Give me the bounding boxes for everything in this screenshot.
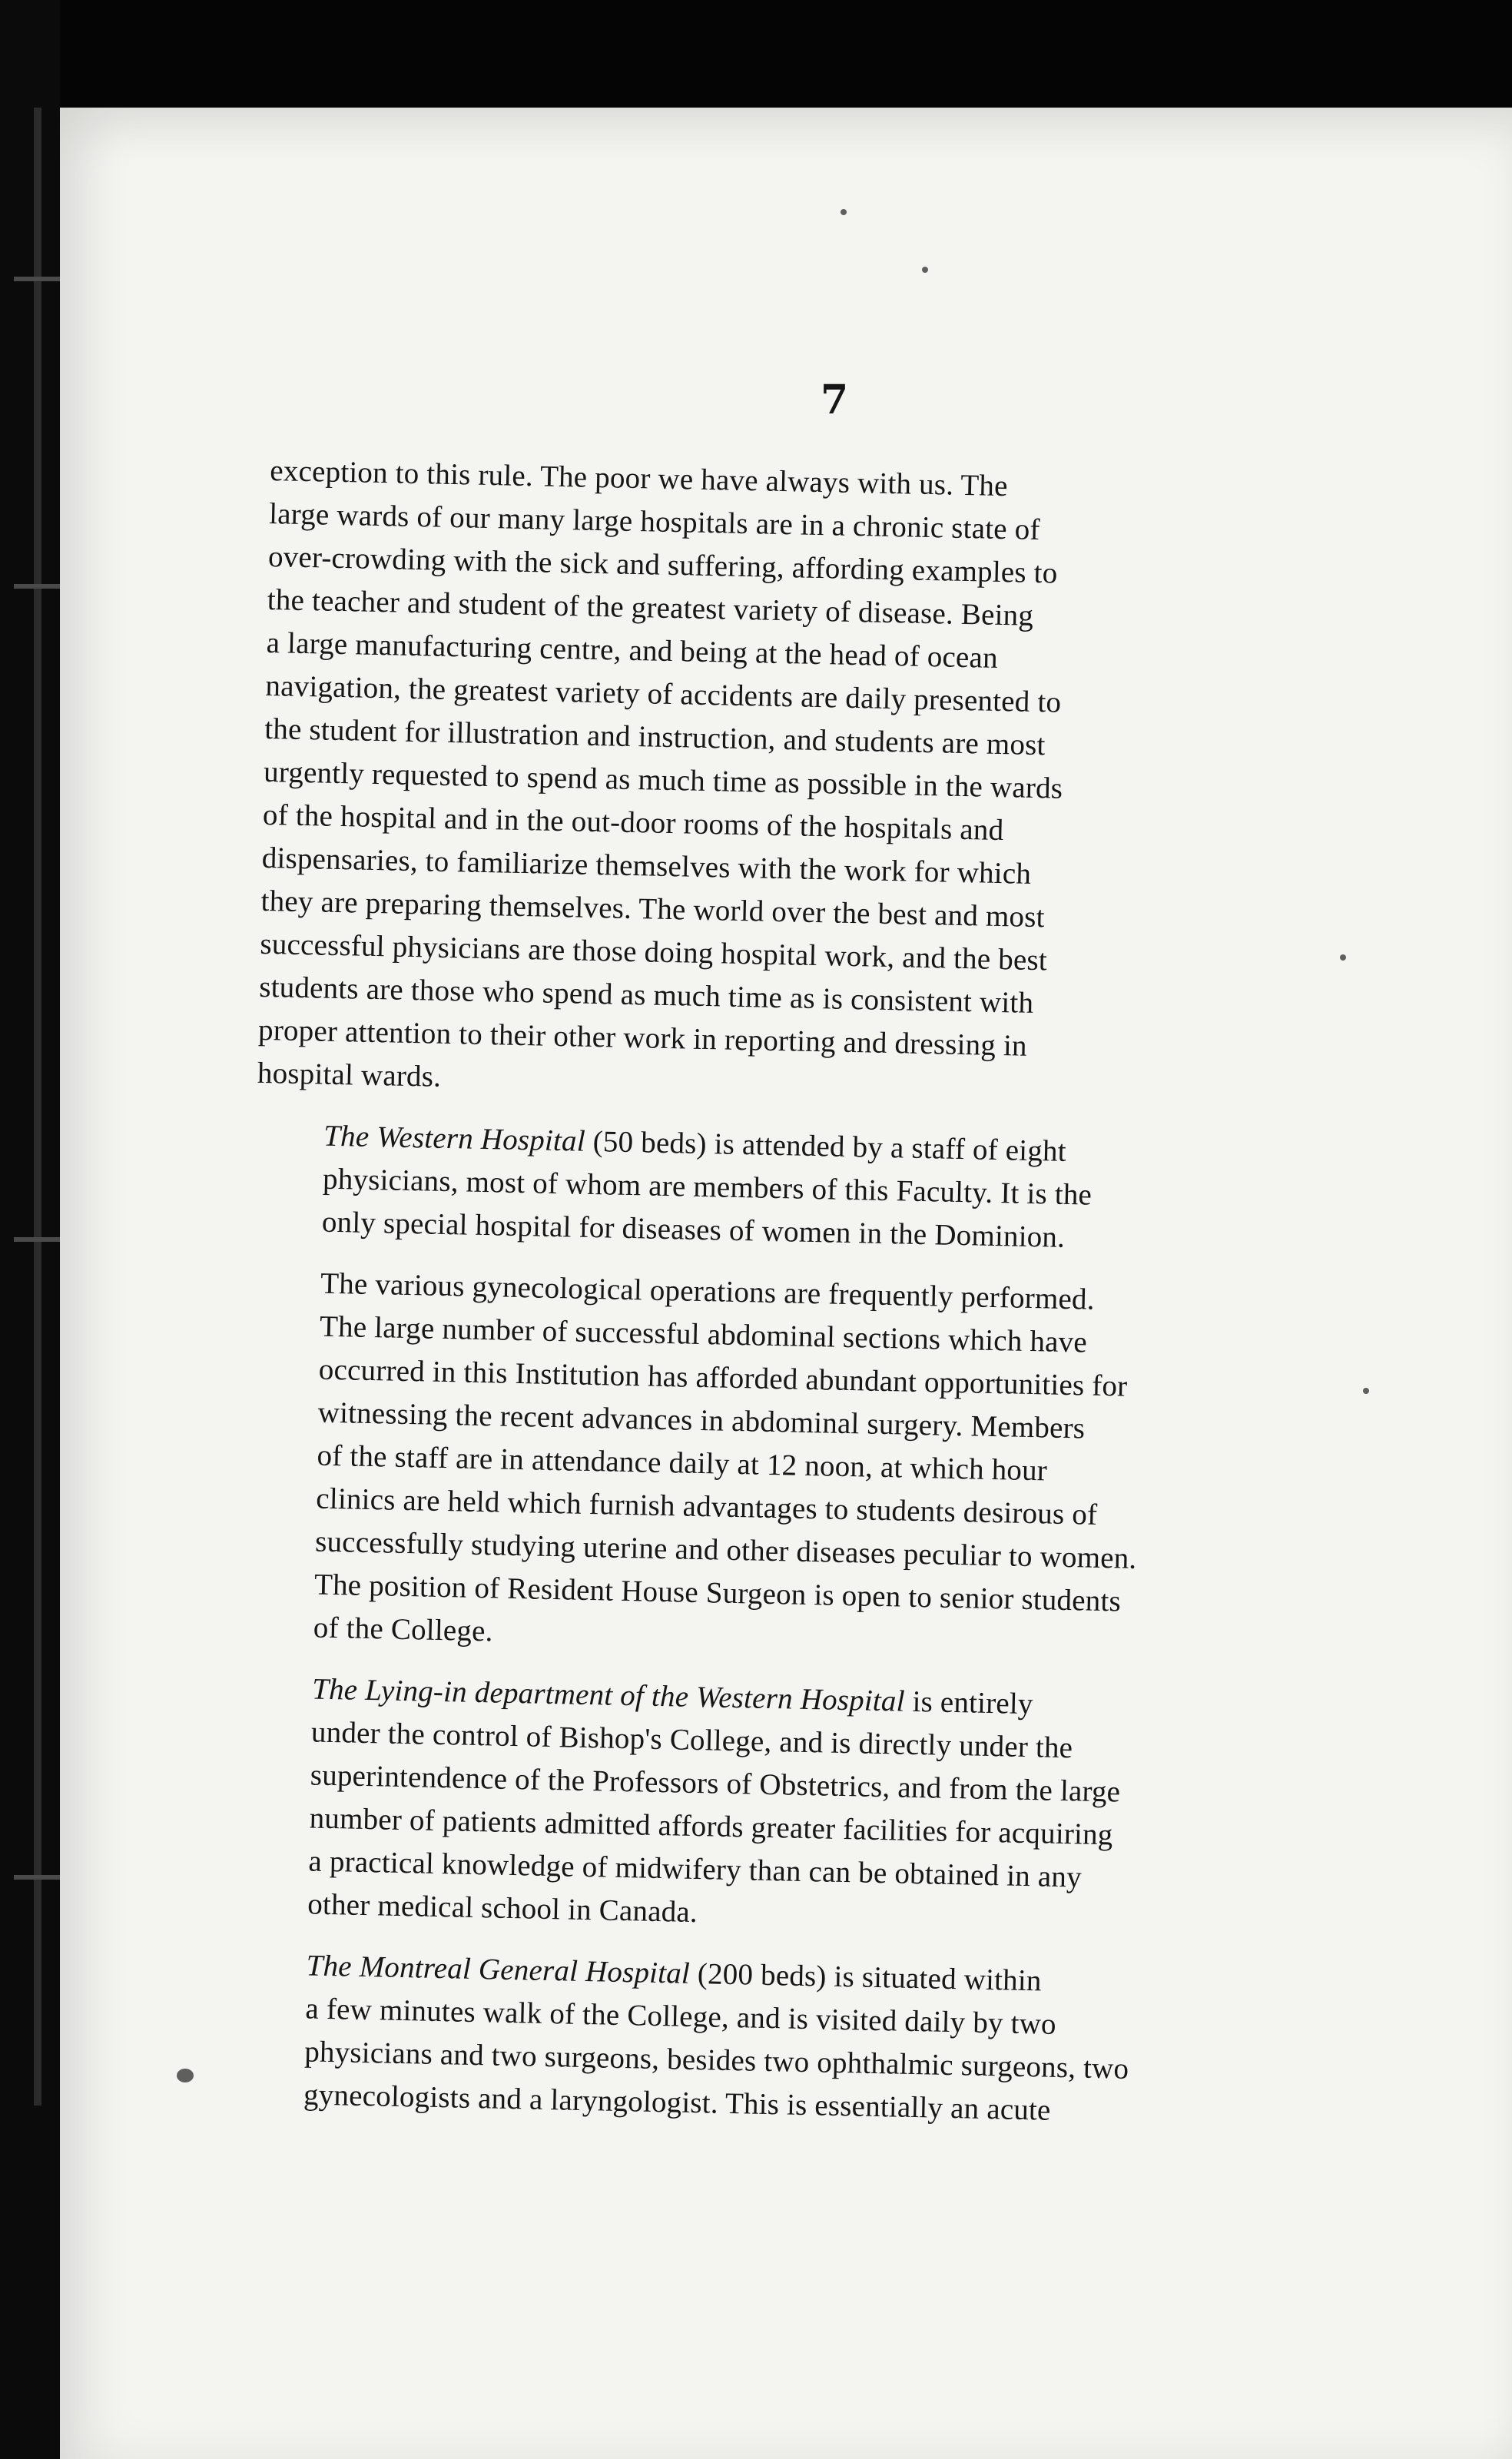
text-segment: successful physicians are those doing hospital work, and the best: [260, 927, 1048, 977]
paragraph: [254, 1113, 1285, 1264]
text-segment: students are those who spend as much time as is consistent with: [258, 970, 1034, 1020]
text-segment: the teacher and student of the greatest variety of disease. Being: [267, 582, 1034, 632]
page-speck: [1340, 954, 1346, 961]
text-segment: a few minutes walk of the College, and is visited daily by two: [305, 1992, 1057, 2041]
text-segment: The large number of successful abdominal sections which have: [319, 1309, 1088, 1359]
text-segment: the student for illustration and instruction, and students are most: [264, 712, 1046, 762]
text-segment: physicians, most of whom are members of this Faculty. It is the: [322, 1162, 1093, 1212]
paragraph: [257, 450, 1299, 1117]
text-segment: hospital wards.: [257, 1056, 442, 1093]
text-segment: of the College.: [313, 1611, 493, 1648]
text-segment: gynecologists and a laryngologist. This is essentially an acute: [303, 2078, 1052, 2127]
text-segment: proper attention to their other work in reporting and dressing in: [257, 1013, 1028, 1063]
text-segment: (50 beds) is attended by a staff of eight: [585, 1124, 1067, 1168]
text-segment: clinics are held which furnish advantages to students desirous of: [315, 1482, 1098, 1531]
italic-text: The Lying-in department of the Western Hospital: [311, 1672, 906, 1718]
binding-line: [34, 108, 41, 2106]
binding-tick: [14, 1875, 60, 1880]
text-segment: they are preparing themselves. The world over the best and most: [260, 884, 1046, 934]
binding-tick: [14, 1237, 60, 1242]
text-segment: physicians and two surgeons, besides two ophthalmic surgeons, two: [303, 2035, 1129, 2086]
page-number: 7: [821, 377, 849, 423]
text-segment: exception to this rule. The poor we have always with us. The: [269, 453, 1009, 503]
binding-tick: [14, 277, 60, 281]
page-speck: [1363, 1388, 1369, 1394]
text-segment: dispensaries, to familiarize themselves with the work for which: [261, 841, 1032, 891]
text-segment: navigation, the greatest variety of accidents are daily presented to: [265, 669, 1062, 719]
paragraph: [245, 1261, 1282, 1670]
text-segment: successfully studying uterine and other diseases peculiar to women.: [314, 1525, 1137, 1575]
text-segment: of the staff are in attendance daily at 12 noon, at which hour: [317, 1439, 1048, 1488]
text-segment: is entirely: [904, 1684, 1034, 1721]
text-segment: other medical school in Canada.: [307, 1887, 698, 1930]
binding-strip: [0, 0, 60, 2459]
text-segment: occurred in this Institution has afforded abundant opportunities for: [318, 1352, 1128, 1403]
text-segment: only special hospital for diseases of women in the Dominion.: [321, 1205, 1066, 1254]
text-segment: (200 beds) is situated within: [689, 1956, 1043, 1998]
text-segment: urgently requested to spend as much time as possible in the wards: [263, 755, 1063, 805]
text-segment: a large manufacturing centre, and being at the head of ocean: [266, 626, 999, 675]
body-text: [236, 450, 1300, 2137]
paragraph: [236, 1943, 1268, 2137]
text-segment: over-crowding with the sick and suffering, affording examples to: [267, 539, 1058, 590]
page-speck: [177, 2069, 194, 2082]
italic-text: The Montreal General Hospital: [306, 1949, 691, 1990]
text-segment: a practical knowledge of midwifery than can be obtained in any: [308, 1844, 1083, 1894]
page-speck: [841, 209, 847, 215]
text-segment: witnessing the recent advances in abdominal surgery. Members: [317, 1395, 1086, 1445]
text-segment: The position of Resident House Surgeon is open to senior students: [313, 1568, 1122, 1618]
text-segment: large wards of our many large hospitals are in a chronic state of: [268, 496, 1041, 546]
binding-tick: [14, 584, 60, 589]
paragraph: [240, 1667, 1275, 1946]
text-segment: under the control of Bishop's College, and is directly under the: [310, 1715, 1073, 1765]
text-segment: The various gynecological operations are frequently performed.: [320, 1266, 1096, 1316]
italic-text: The Western Hospital: [323, 1119, 586, 1158]
text-segment: number of patients admitted affords greater facilities for acquiring: [309, 1801, 1113, 1852]
page-speck: [922, 267, 928, 273]
text-segment: of the hospital and in the out-door rooms of the hospitals and: [262, 798, 1004, 848]
text-segment: superintendence of the Professors of Obstetrics, and from the large: [310, 1758, 1121, 1809]
